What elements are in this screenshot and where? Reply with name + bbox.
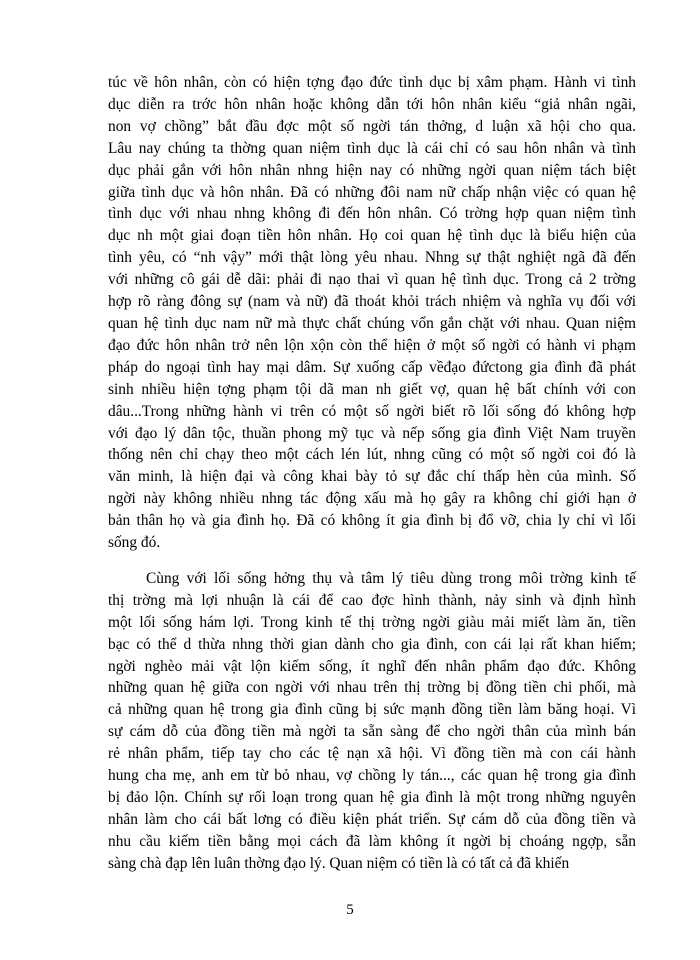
text-line: ngời này không nhiều nhng tác động xấu mà họ gây ra không chỉ giới hạn ở <box>108 490 636 508</box>
text-line: sự cám dỗ của đồng tiền mà ngời ta sẵn sàng để cho ngời thân của mình bán <box>108 723 636 741</box>
text-line: với những cô gái dễ dãi: phải đi nạo thai vì quan hệ tình dục. Trong cả 2 trờng <box>108 271 636 289</box>
text-line: hợp rõ ràng đông sự (nam và nữ) đã thoát khỏi trách nhiệm và nghĩa vụ đối với <box>108 293 636 311</box>
text-line: với đạo lý dân tộc, thuần phong mỹ tục và nếp sống gia đình Việt Nam truyền <box>108 424 636 442</box>
page-number: 5 <box>346 902 354 918</box>
text-line: ngời nghèo mải vật lộn kiếm sống, ít nghĩ đến nhân phẩm đạo đức. Không <box>108 657 636 675</box>
text-line: rẻ nhân phẩm, tiếp tay cho các tệ nạn xã hội. Vì đồng tiền mà con cái hành <box>108 745 636 763</box>
paragraph-marriage-ethics <box>108 72 636 554</box>
text-line: túc về hôn nhân, còn có hiện tợng đạo đức tình dục bị xâm phạm. Hành vi tình <box>108 74 636 91</box>
text-line: sinh nhiều hiện tợng phạm tội dã man nh giết vợ, quan hệ bất chính với con <box>108 380 636 398</box>
text-line: dâu...Trong những hành vi trên có một số ngời biết rõ lối sống đó không hợp <box>108 402 636 420</box>
text-line: thị trờng mà lợi nhuận là cái để cao đợc hình thành, nảy sinh và định hình <box>108 591 636 609</box>
text-line: bạc có thể d thừa nhng thời gian dành cho gia đình, con cái lại rất khan hiếm; <box>108 635 636 653</box>
text-line: sàng chà đạp lên luân thờng đạo lý. Quan niệm có tiền là có tất cả đã khiến <box>108 854 570 872</box>
text-line: quan hệ tình dục nam nữ mà thực chất chúng vốn gắn chặt với nhau. Quan niệm <box>108 314 636 332</box>
text-line: bản thân họ và gia đình họ. Đã có không ít gia đình bị đổ vỡ, chia ly chỉ vì lối <box>108 512 636 530</box>
text-line: thống nên chỉ chạy theo một cách lén lút, nhng cũng có một số ngời coi đó là <box>108 446 636 464</box>
text-line: non vợ chồng” bắt đầu đợc một số ngời tán thởng, d luận xã hội cho qua. <box>108 117 636 135</box>
text-line: hung cha mẹ, anh em từ bỏ nhau, vợ chồng ly tán..., các quan hệ trong gia đình <box>108 767 636 785</box>
text-line: nhu cầu kiếm tiền bằng mọi cách đã làm không ít ngời bị choáng ngợp, sẵn <box>108 832 636 850</box>
paragraph-gap <box>108 554 636 568</box>
text-line: bị đảo lộn. Chính sự rối loạn trong quan hệ gia đình là một trong những nguyên <box>108 789 636 806</box>
text-line: dục phải gắn với hôn nhân nhng hiện nay có những ngời quan niệm tách biệt <box>108 161 636 179</box>
text-line: giữa tình dục và hôn nhân. Đã có những đôi nam nữ chấp nhận việc có quan hệ <box>108 183 636 201</box>
text-line: pháp do ngoại tình hay mại dâm. Sự xuống cấp vềđạo đứctong gia đình đã phát <box>108 358 636 376</box>
text-line: Cùng với lối sống hởng thụ và tâm lý tiêu dùng trong môi trờng kinh tế <box>146 569 636 587</box>
text-line: đạo đức hôn nhân trở nên lộn xộn còn thể hiện ở một số ngời có hành vi phạm <box>108 336 636 354</box>
text-line: những quan hệ giữa con ngời với nhau trên thị trờng bị đồng tiền chi phối, mà <box>108 679 636 697</box>
text-line: tình yêu, có “nh vậy” mới thật lòng yêu nhau. Nhng sự thật nghiệt ngã đã đến <box>108 249 636 267</box>
text-line: dục diễn ra trớc hôn nhân hoặc không dẫn tới hôn nhân kiểu “giả nhân ngãi, <box>108 95 636 113</box>
text-line: một lối sống hám lợi. Trong kinh tế thị trờng ngời giàu mải miết làm ăn, tiền <box>108 613 636 631</box>
paragraph-market-economy <box>108 568 636 875</box>
text-line: sống đó. <box>108 534 161 552</box>
text-line: Lâu nay chúng ta thờng quan niệm tình dục là cái chỉ có sau hôn nhân và tình <box>108 139 636 157</box>
text-line: tình dục với nhau nhng không đi đến hôn nhân. Có trờng hợp quan niệm tình <box>108 205 636 223</box>
text-line: cả những quan hệ trong gia đình cũng bị sức mạnh đồng tiền làm băng hoại. Vì <box>108 701 636 719</box>
text-line: dục nh một giai đoạn tiền hôn nhân. Họ coi quan hệ tình dục là biểu hiện của <box>108 227 636 245</box>
text-line: văn minh, là hiện đại và công khai bày tỏ sự đắc chí thấp hèn của mình. Số <box>108 468 636 486</box>
text-line: nhân làm cho cái bất lơng có điều kiện phát triển. Sự cám dỗ của đồng tiền và <box>108 810 636 828</box>
